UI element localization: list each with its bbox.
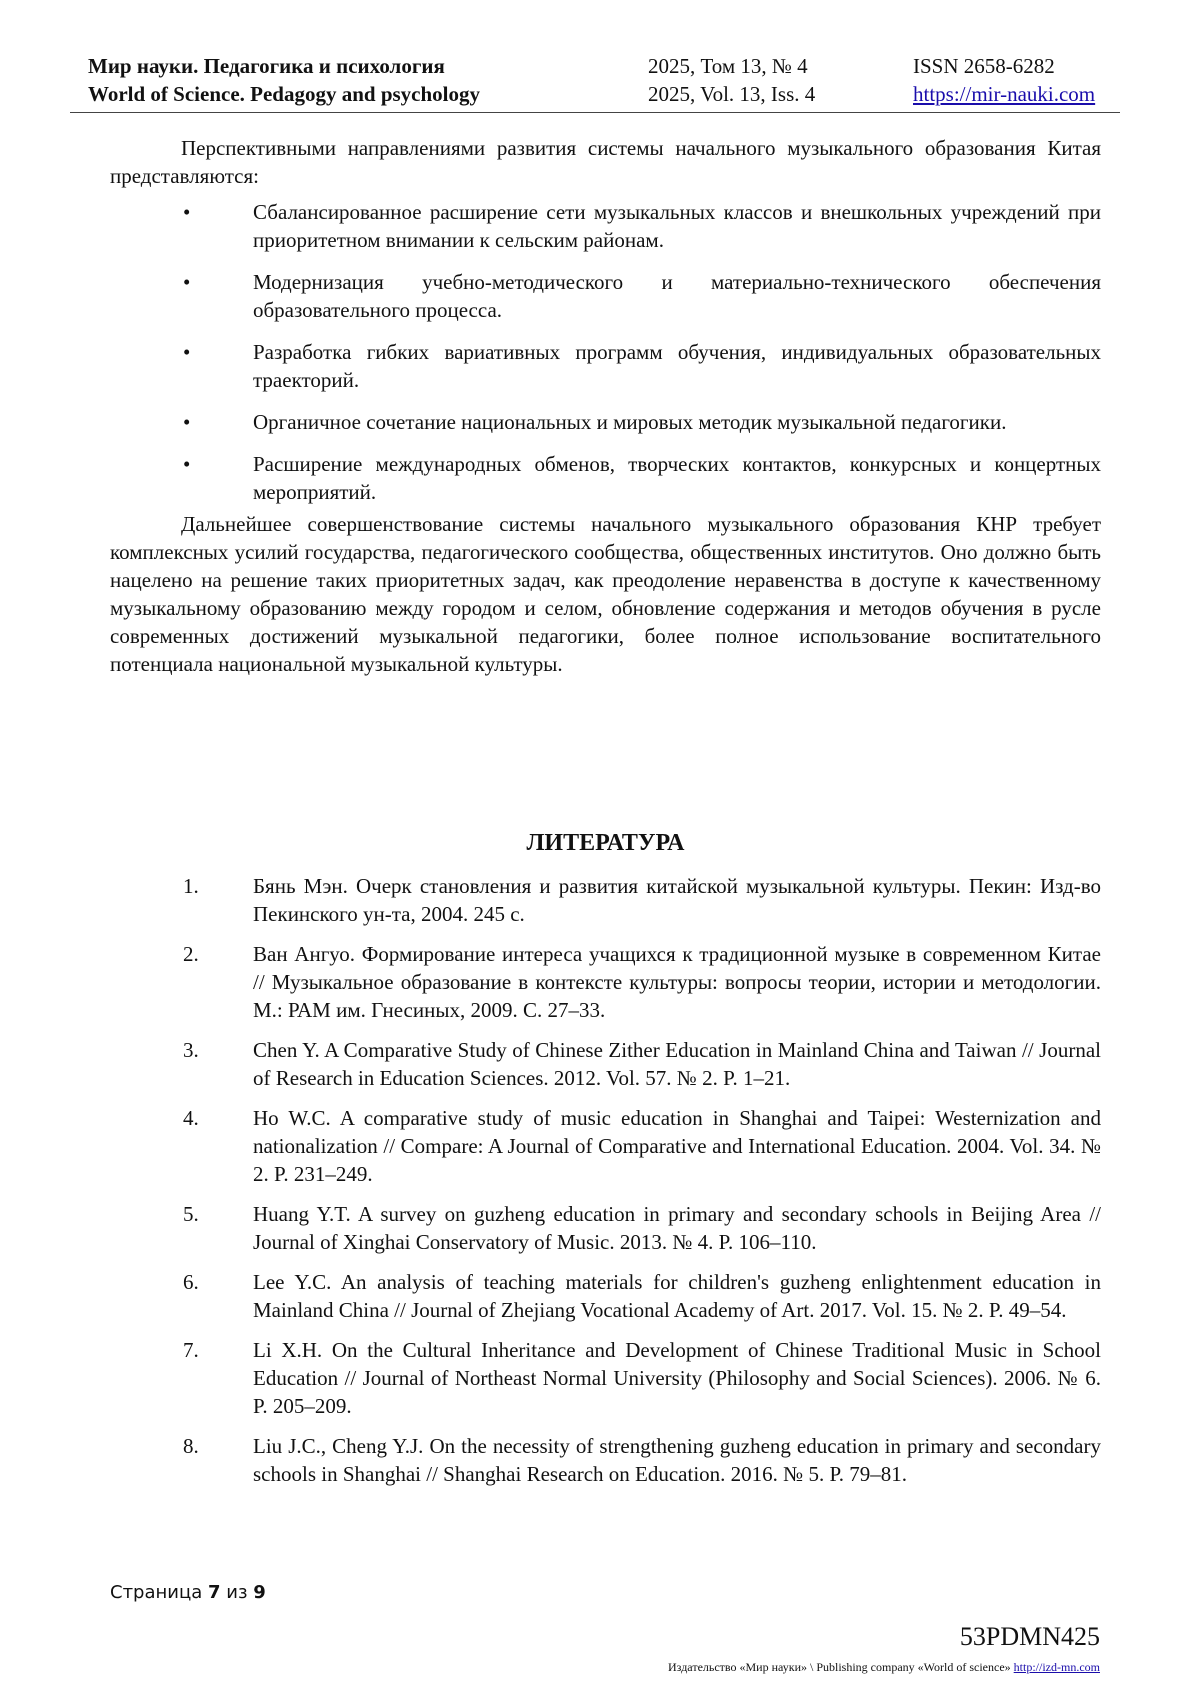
intro-paragraph: Перспективными направлениями развития системы начального музыкального образования Китая представляются: bbox=[110, 136, 1101, 188]
reference-number: 5. bbox=[183, 1202, 199, 1226]
reference-number: 2. bbox=[183, 942, 199, 966]
reference-text: Huang Y.T. A survey on guzheng education in primary and secondary schools in Beijing Area // Journal of Xinghai Conservatory of Music. 2013. № 4. P. 106–110. bbox=[253, 1202, 1101, 1254]
journal-title-ru: Мир науки. Педагогика и психология bbox=[88, 54, 445, 78]
reference-number: 8. bbox=[183, 1434, 199, 1458]
reference-item bbox=[110, 1432, 1101, 1488]
bullet-icon: • bbox=[183, 340, 191, 364]
reference-text: Chen Y. A Comparative Study of Chinese Zither Education in Mainland China and Taiwan // Journal of Research in Education Sciences. 2012. Vol. 57. № 2. P. 1–21. bbox=[253, 1038, 1101, 1090]
reference-item bbox=[110, 1104, 1101, 1188]
reference-item bbox=[110, 1268, 1101, 1324]
bullet-icon: • bbox=[183, 270, 191, 294]
list-item-text: Сбалансированное расширение сети музыкальных классов и внешкольных учреждений при приоритетном внимании к сельским районам. bbox=[253, 200, 1101, 252]
references-list bbox=[110, 872, 1101, 1500]
issue-info-ru: 2025, Том 13, № 4 bbox=[648, 54, 808, 78]
bullet-icon: • bbox=[183, 200, 191, 224]
list-item-text: Разработка гибких вариативных программ обучения, индивидуальных образовательных траекторий. bbox=[253, 340, 1101, 392]
reference-item bbox=[110, 1200, 1101, 1256]
journal-url-link[interactable]: https://mir-nauki.com bbox=[913, 82, 1096, 106]
issn: ISSN 2658-6282 bbox=[913, 54, 1055, 78]
journal-header bbox=[70, 50, 1120, 113]
publisher-link[interactable]: http://izd-mn.com bbox=[1013, 1660, 1100, 1674]
page-label: Страница bbox=[110, 1582, 203, 1603]
article-code: 53PDMN425 bbox=[959, 1622, 1100, 1651]
reference-text: Li X.H. On the Cultural Inheritance and Development of Chinese Traditional Music in School Education // Journal of Northeast Normal University (Philosophy and Social Sciences). 2006. № 6. P. 205–209. bbox=[253, 1338, 1101, 1418]
reference-text: Ho W.C. A comparative study of music education in Shanghai and Taipei: Westernization and nationalization // Compare: A Journal of Comparative and International Education. 2004. Vol. 34. № 2. P. 231–249. bbox=[253, 1106, 1101, 1186]
article-body bbox=[110, 134, 1101, 678]
reference-number: 3. bbox=[183, 1038, 199, 1062]
reference-text: Бянь Мэн. Очерк становления и развития китайской музыкальной культуры. Пекин: Изд-во Пекинского ун-та, 2004. 245 с. bbox=[253, 874, 1101, 926]
reference-text: Lee Y.C. An analysis of teaching materials for children's guzheng enlightenment education in Mainland China // Journal of Zhejiang Vocational Academy of Art. 2017. Vol. 15. № 2. P. 49–54. bbox=[253, 1270, 1101, 1322]
directions-list bbox=[110, 198, 1101, 506]
publisher-line bbox=[668, 1659, 1100, 1675]
issue-info-en: 2025, Vol. 13, Iss. 4 bbox=[648, 82, 816, 106]
reference-number: 4. bbox=[183, 1106, 199, 1130]
list-item bbox=[110, 338, 1101, 394]
reference-number: 7. bbox=[183, 1338, 199, 1362]
reference-text: Ван Ангуо. Формирование интереса учащихся к традиционной музыке в современном Китае // Музыкальное образование в контексте культуры: вопросы теории, истории и методологии. М.: РАМ им. Гнесиных, 2009. С. 27–33. bbox=[253, 942, 1101, 1022]
reference-item bbox=[110, 1036, 1101, 1092]
references-heading: ЛИТЕРАТУРА bbox=[526, 830, 685, 856]
conclusion-paragraph: Дальнейшее совершенствование системы начального музыкального образования КНР требует комплексных усилий государства, педагогического сообщества, общественных институтов. Оно должно быть нацелено на решение таких приоритетных задач, как преодоление неравенства в доступе к качественному музыкальному образованию между городом и селом, обновление содержания и методов обучения в русле современных достижений музыкальной педагогики, более полное использование воспитательного потенциала национальной музыкальной культуры. bbox=[110, 512, 1101, 676]
list-item-text: Органичное сочетание национальных и мировых методик музыкальной педагогики. bbox=[253, 410, 1007, 434]
reference-item bbox=[110, 1336, 1101, 1420]
publisher-text: Издательство «Мир науки» \ Publishing company «World of science» bbox=[668, 1660, 1011, 1674]
page-counter bbox=[110, 1582, 266, 1603]
list-item bbox=[110, 450, 1101, 506]
page-separator: из bbox=[226, 1582, 248, 1603]
reference-item bbox=[110, 940, 1101, 1024]
bullet-icon: • bbox=[183, 410, 191, 434]
journal-title-en: World of Science. Pedagogy and psychology bbox=[88, 82, 481, 106]
bullet-icon: • bbox=[183, 452, 191, 476]
current-page: 7 bbox=[208, 1582, 221, 1603]
reference-number: 6. bbox=[183, 1270, 199, 1294]
reference-number: 1. bbox=[183, 874, 199, 898]
list-item-text: Расширение международных обменов, творческих контактов, конкурсных и концертных мероприятий. bbox=[253, 452, 1101, 504]
list-item bbox=[110, 408, 1101, 436]
reference-text: Liu J.C., Cheng Y.J. On the necessity of strengthening guzheng education in primary and secondary schools in Shanghai // Shanghai Research on Education. 2016. № 5. P. 79–81. bbox=[253, 1434, 1101, 1486]
list-item-text: Модернизация учебно-методического и материально-технического обеспечения образовательного процесса. bbox=[253, 270, 1101, 322]
list-item bbox=[110, 198, 1101, 254]
total-pages: 9 bbox=[253, 1582, 266, 1603]
list-item bbox=[110, 268, 1101, 324]
reference-item bbox=[110, 872, 1101, 928]
